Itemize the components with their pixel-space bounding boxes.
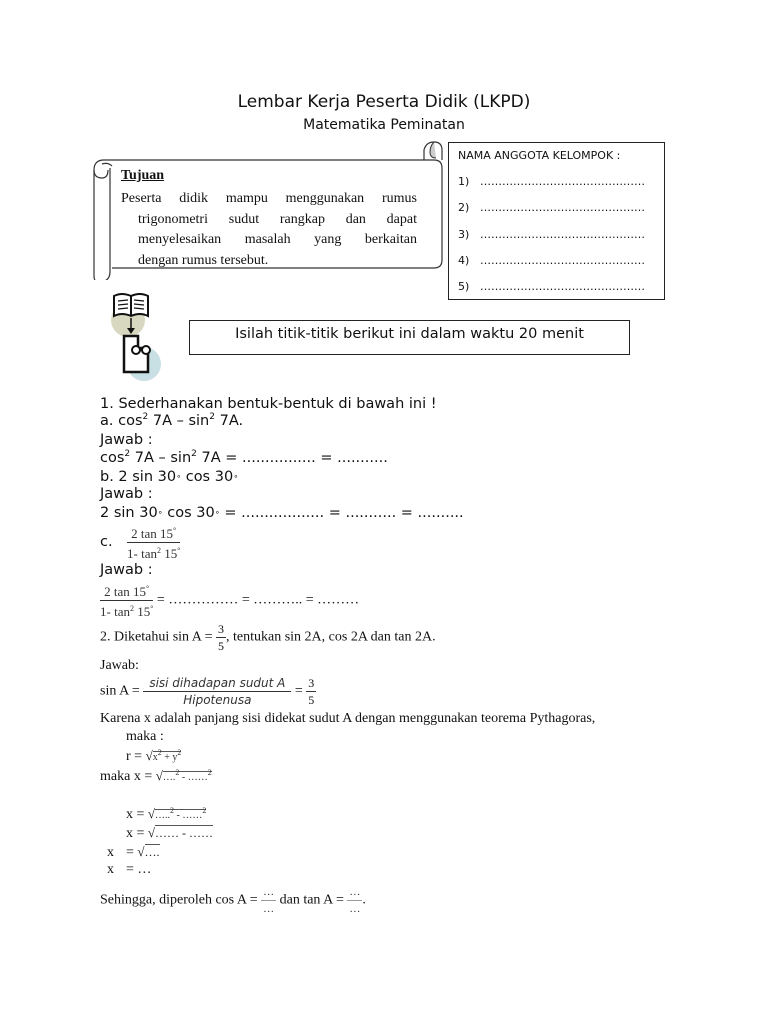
tujuan-line: dengan rumus tersebut. — [138, 252, 269, 268]
q1a-answer[interactable]: $\cos^2 7A - \sin^2 7A$ = ................ = ........... — [100, 449, 388, 466]
book-reading-icon — [104, 288, 166, 384]
member-row[interactable]: 3) ……………………………………… — [458, 228, 645, 241]
pythagoras-text: Karena x adalah panjang sisi didekat sudut A dengan menggunakan teorema Pythagoras, — [100, 711, 596, 726]
group-members-box — [448, 142, 665, 300]
tujuan-heading: Tujuan — [121, 168, 165, 183]
tujuan-text — [121, 189, 417, 271]
page-subtitle: Matematika Peminatan — [303, 117, 465, 133]
q1c-fraction — [127, 523, 180, 562]
sinA-formula: sin A = $\frac{\text{sisi dihadapan sudut A}}{\text{Hipotenusa}}$ = $\frac{3}{5}$ — [100, 676, 315, 707]
member-row[interactable]: 2) ……………………………………… — [458, 201, 645, 214]
q1a-text: a. $\cos^2 7A - \sin^2 7A$. — [100, 412, 244, 429]
fraction-numerator: 2 tan 15° — [127, 523, 180, 543]
instruction-text: Isilah titik-titik berikut ini dalam waktu 20 menit — [235, 326, 584, 342]
q1c-answer[interactable]: $\frac{2 \tan 15^\circ}{1- \tan^2 15^\circ}$ = …………… = ……….. = ……… — [100, 581, 359, 620]
tujuan-line: menyelesaikan masalah yang berkaitan — [138, 232, 417, 247]
member-row[interactable]: 4) ……………………………………… — [458, 254, 645, 267]
page-title: Lembar Kerja Peserta Didik (LKPD) — [237, 92, 531, 112]
x-step-1[interactable]: x = √…..$^2$ - ……$^2$ — [126, 806, 207, 822]
fraction-denominator: 1- $\tan^2 15^\circ$ — [127, 546, 181, 561]
q1c-label: c. — [100, 534, 113, 550]
jawab-label: Jawab : — [100, 432, 153, 448]
maka-label: maka : — [126, 729, 164, 744]
maka-x-formula[interactable]: maka x = √….$^2$ - ……$^2$ — [100, 768, 212, 784]
group-members-title: NAMA ANGGOTA KELOMPOK : — [458, 149, 621, 162]
jawab-label: Jawab : — [100, 562, 153, 578]
jawab-label: Jawab: — [100, 658, 139, 673]
x-step-2[interactable]: x = √…… - …… — [126, 825, 214, 841]
tujuan-line: Peserta didik mampu menggunakan rumus — [121, 191, 417, 206]
tujuan-line: trigonometri sudut rangkap dan dapat — [138, 211, 417, 227]
x-step-3[interactable]: x = √…. — [107, 844, 160, 860]
q1-heading: 1. Sederhanakan bentuk-bentuk di bawah ini ! — [100, 396, 437, 412]
member-row[interactable]: 5) ……………………………………… — [458, 280, 645, 293]
member-row[interactable]: 1) ……………………………………… — [458, 175, 645, 188]
q1b-answer[interactable]: 2 sin 30∘ cos 30∘ = .................. = ........... = .......... — [100, 505, 464, 521]
r-formula: $r = √x^2 + y^2$ — [126, 748, 182, 764]
conclusion-text[interactable]: Sehingga, diperoleh cos A = $\frac{\dots}{\dots}$ dan tan A = $\frac{\dots}{\dots}$ . — [100, 886, 366, 915]
jawab-label: Jawab : — [100, 486, 153, 502]
q2-text: 2. Diketahui sin A = $\frac{3}{5}$ , tentukan sin 2A, cos 2A dan tan 2A. — [100, 622, 436, 653]
q1b-text: b. 2 sin 30∘ cos 30∘ — [100, 469, 239, 485]
x-step-4[interactable]: x = … — [107, 862, 152, 877]
